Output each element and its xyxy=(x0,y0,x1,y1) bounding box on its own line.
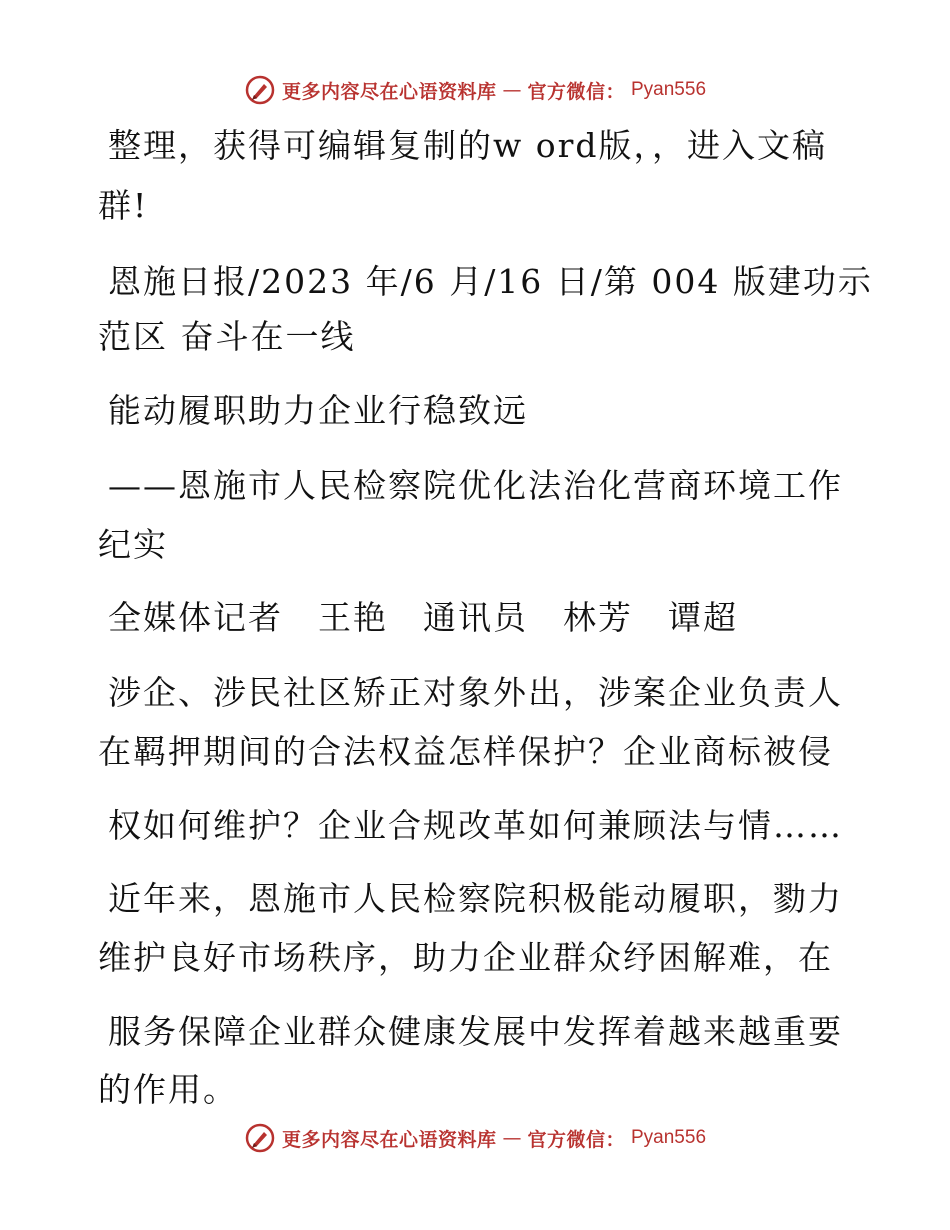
text-line: 近年来，恩施市人民检察院积极能动履职，勠力 xyxy=(108,879,843,918)
pen-logo-icon xyxy=(244,1122,276,1154)
text-line: 群! xyxy=(98,186,149,225)
text-line: 的作用。 xyxy=(98,1070,238,1109)
site-name: 更多内容尽在心语资料库 xyxy=(281,80,497,103)
text-line: 在羁押期间的合法权益怎样保护？企业商标被侵 xyxy=(98,732,833,771)
footer-banner xyxy=(0,1118,950,1158)
text-line: 维护良好市场秩序，助力企业群众纾困解难，在 xyxy=(98,938,833,977)
text-line: 服务保障企业群众健康发展中发挥着越来越重要 xyxy=(108,1012,843,1051)
byline: 全媒体记者 王艳 通讯员 林芳 谭超 xyxy=(108,598,738,637)
text-line: 整理，获得可编辑复制的w ord版，，进入文稿 xyxy=(108,126,828,165)
article-subtitle: ——恩施市人民检察院优化法治化营商环境工作 xyxy=(108,466,843,505)
wechat-id: Pyan556 xyxy=(631,1127,707,1148)
site-name: 更多内容尽在心语资料库 xyxy=(281,1128,497,1151)
wechat-id: Pyan556 xyxy=(631,79,707,100)
article-subtitle-continued: 纪实 xyxy=(98,525,168,564)
wechat-label: 官方微信： xyxy=(527,1128,625,1151)
text-line: 范区 奋斗在一线 xyxy=(98,317,356,356)
text-line: 涉企、涉民社区矫正对象外出，涉案企业负责人 xyxy=(108,673,843,712)
text-line: 权如何维护？企业合规改革如何兼顾法与情…… xyxy=(108,806,843,845)
banner-separator: — xyxy=(502,1127,522,1149)
text-line: 恩施日报/2023 年/6 月/16 日/第 004 版建功示 xyxy=(108,262,873,301)
wechat-label: 官方微信： xyxy=(527,80,625,103)
article-title: 能动履职助力企业行稳致远 xyxy=(108,391,528,430)
banner-separator: — xyxy=(502,79,522,101)
